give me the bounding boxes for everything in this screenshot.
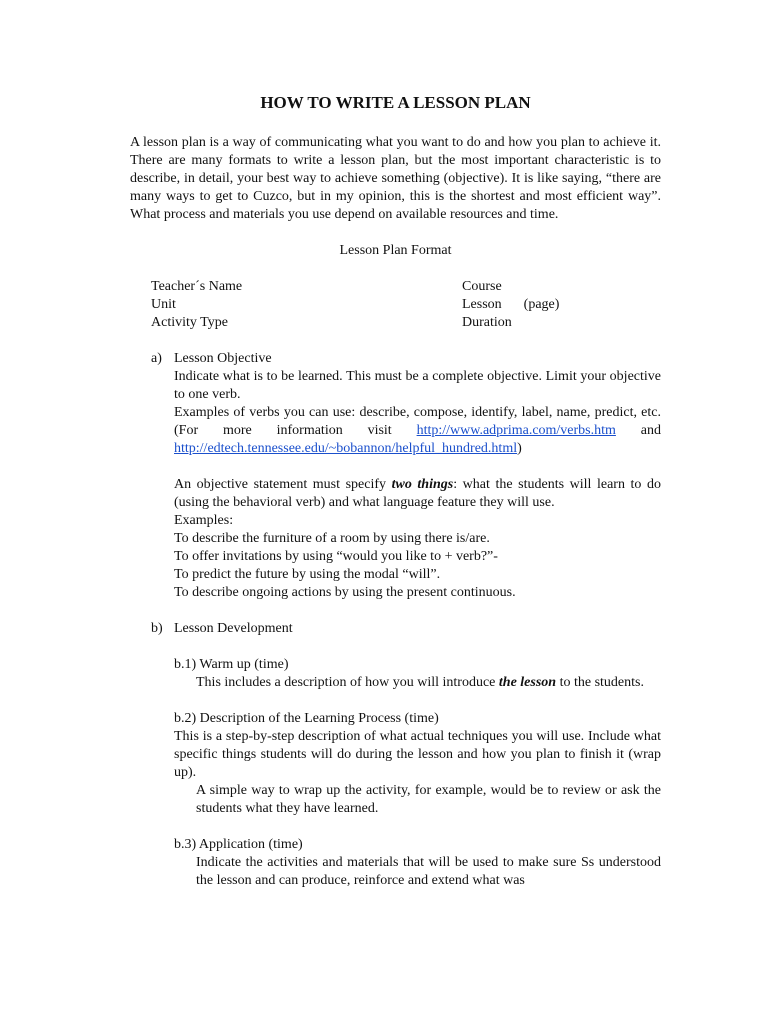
objective-p2-text: Examples of verbs you can use: describe, compose, identify, label, name, predict, etc. (For more information visit (174, 405, 661, 438)
format-heading: Lesson Plan Format (339, 243, 452, 258)
learning-process-paragraph-2: A simple way to wrap up the activity, for example, would be to review or ask the students what they have learned. (196, 783, 661, 816)
objective-p3-emphasis: two things (391, 477, 454, 492)
learning-process-paragraph-1: This is a step-by-step description of what actual techniques you will use. Include what specific things students will do during the lesson and how you plan to finish it (wrap up). (174, 729, 661, 780)
warm-up-heading: b.1) Warm up (time) (174, 657, 289, 672)
intro-paragraph: A lesson plan is a way of communicating what you want to do and how you plan to achieve it. There are many formats to write a lesson plan, but the most important characteristic is to describe, in detail, your best way to achieve something (objective). It is like saying, “there are many ways to get to Cuzco, but in my opinion, this is the shortest and most efficient way”. What process and materials you use depend on available resources and time. (130, 135, 661, 222)
page-title: HOW TO WRITE A LESSON PLAN (260, 93, 531, 112)
objective-p2-and: and (615, 423, 662, 438)
field-activity-type: Activity Type (151, 315, 228, 330)
application-heading: b.3) Application (time) (174, 837, 303, 852)
learning-process-heading: b.2) Description of the Learning Process (time) (174, 711, 439, 726)
subsection-warm-up (174, 656, 661, 692)
warm-up-paragraph (196, 674, 661, 692)
warm-up-emphasis: the lesson (498, 675, 557, 690)
fields-right-column (462, 278, 559, 332)
field-unit: Unit (151, 297, 176, 312)
objective-p3-text: An objective statement must specify (174, 477, 392, 492)
example-item: To describe ongoing actions by using the present continuous. (174, 585, 516, 600)
section-lesson-objective (130, 350, 661, 602)
application-paragraph: Indicate the activities and materials that will be used to make sure Ss understood the lesson and can produce, reinforce and extend what was (196, 855, 661, 888)
field-lesson-page: (page) (523, 297, 560, 312)
section-lesson-development (130, 620, 661, 638)
subsection-application (174, 836, 661, 890)
warm-up-rest: to the students. (556, 675, 644, 690)
fields-left-column (151, 278, 242, 332)
field-duration: Duration (462, 315, 512, 330)
field-lesson (462, 296, 559, 314)
edtech-helpful-hundred-link[interactable]: http://edtech.tennessee.edu/~bobannon/helpful_hundred.html (174, 441, 518, 456)
section-b-heading: Lesson Development (174, 621, 293, 636)
field-course: Course (462, 279, 502, 294)
warm-up-text: This includes a description of how you will introduce (196, 675, 499, 690)
example-item: To predict the future by using the modal “will”. (174, 567, 441, 582)
section-a-marker: a) (151, 351, 162, 366)
examples-label: Examples: (174, 513, 234, 528)
plan-fields (151, 278, 661, 332)
section-b-marker: b) (151, 621, 163, 636)
field-teacher-name: Teacher´s Name (151, 279, 243, 294)
objective-p3-rest: : what the students will learn to do (using the behavioral verb) and what language feature they will use. (174, 477, 661, 510)
objective-p2-close: ) (517, 441, 522, 456)
adprima-verbs-link[interactable]: http://www.adprima.com/verbs.htm (416, 423, 616, 438)
field-lesson-label: Lesson (462, 297, 502, 312)
document-page (130, 92, 661, 890)
section-a-heading: Lesson Objective (174, 351, 272, 366)
objective-paragraph-2 (174, 404, 661, 458)
example-item: To offer invitations by using “would you like to + verb?”- (174, 549, 498, 564)
objective-paragraph-3 (174, 476, 661, 512)
objective-paragraph-1: Indicate what is to be learned. This must be a complete objective. Limit your objective to one verb. (174, 369, 661, 402)
example-item: To describe the furniture of a room by using there is/are. (174, 531, 490, 546)
subsection-learning-process (174, 710, 661, 818)
